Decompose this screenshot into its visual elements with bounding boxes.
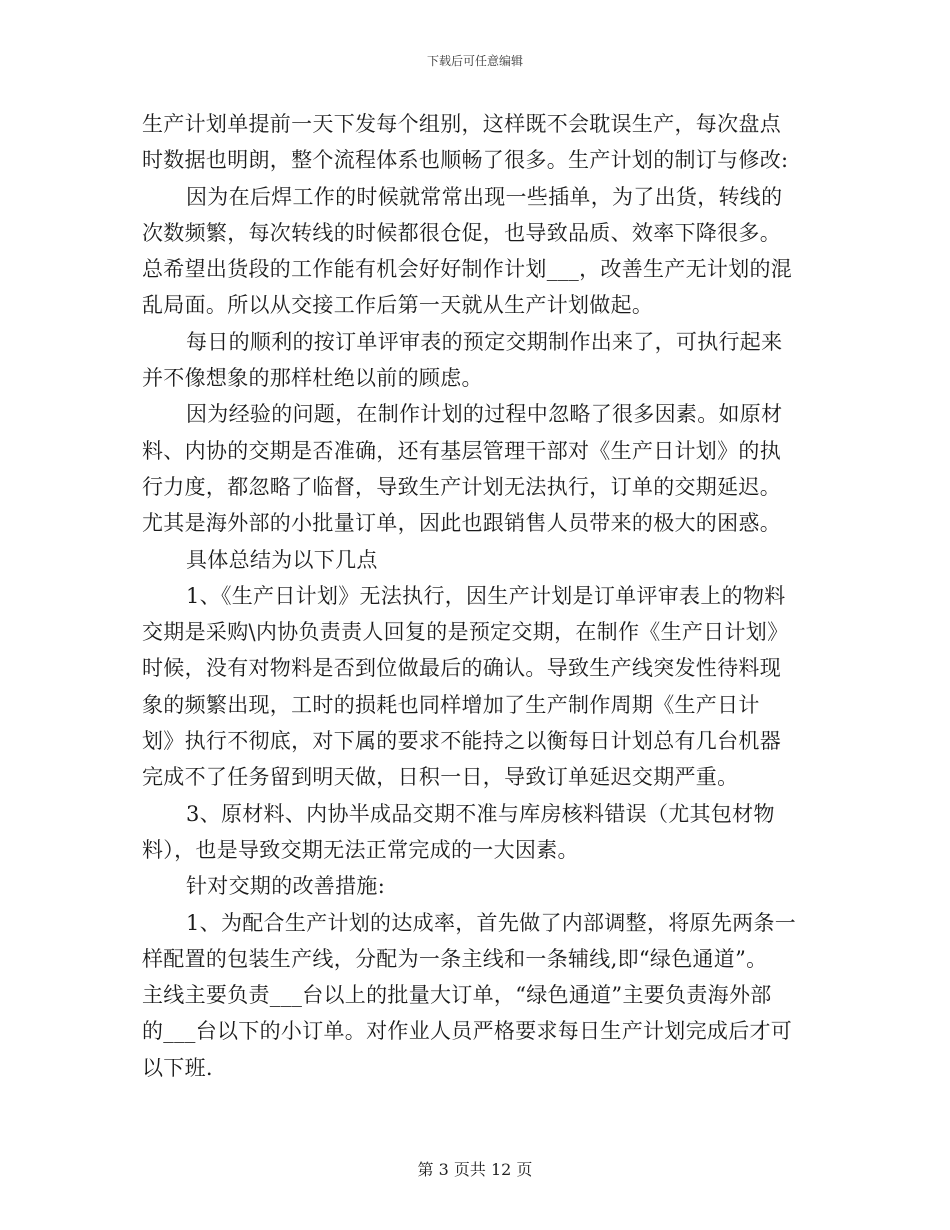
- text-line: 1、《生产日计划》无法执行，因生产计划是订单评审表上的物料: [186, 583, 786, 608]
- text-line: 主线主要负责___台以上的批量大订单，“绿色通道”主要负责海外部: [142, 983, 772, 1008]
- text-line: 样配置的包装生产线，分配为一条主线和一条辅线,即“绿色通道”。: [142, 946, 768, 971]
- text-line: 因为经验的问题，在制作计划的过程中忽略了很多因素。如原材: [186, 402, 783, 427]
- text-line: 总希望出货段的工作能有机会好好制作计划___，改善生产无计划的混: [142, 257, 793, 282]
- text-line: 次数频繁，每次转线的时候都很仓促，也导致品质、效率下降很多。: [142, 220, 781, 245]
- text-line: 交期是采购\内协负责责人回复的是预定交期，在制作《生产日计划》: [142, 620, 789, 645]
- text-line: 料、内协的交期是否准确，还有基层管理干部对《生产日计划》的执: [142, 438, 781, 463]
- page-header: 下载后可任意编辑: [426, 54, 523, 68]
- text-line: 象的频繁出现，工时的损耗也同样增加了生产制作周期《生产日计: [142, 692, 760, 717]
- text-line: 3、原材料、内协半成品交期不准与库房核料错误（尤其包材物: [186, 801, 775, 826]
- text-line: 划》执行不彻底，对下属的要求不能持之以衡每日计划总有几台机器: [142, 729, 781, 754]
- text-line: 的___台以下的小订单。对作业人员严格要求每日生产计划完成后才可: [142, 1019, 793, 1044]
- text-line: 行力度，都忽略了临督，导致生产计划无法执行，订单的交期延迟。: [142, 474, 781, 499]
- text-line: 乱局面。所以从交接工作后第一天就从生产计划做起。: [142, 293, 654, 318]
- text-line: 时候，没有对物料是否到位做最后的确认。导致生产线突发性待料现: [142, 656, 781, 681]
- text-line: 因为在后焊工作的时候就常常出现一些插单，为了出货，转线的: [186, 184, 783, 209]
- text-line: 料），也是导致交期无法正常完成的一大因素。: [142, 837, 579, 862]
- text-line: 完成不了任务留到明天做，日积一日，导致订单延迟交期严重。: [142, 765, 739, 790]
- text-line: 以下班.: [142, 1055, 213, 1080]
- text-line: 针对交期的改善措施:: [186, 874, 386, 899]
- document-body: [142, 106, 808, 1086]
- text-line: 并不像想象的那样杜绝以前的顾虑。: [142, 366, 483, 391]
- text-line: 1、为配合生产计划的达成率，首先做了内部调整，将原先两条一: [186, 910, 797, 935]
- text-line: 每日的顺利的按订单评审表的预定交期制作出来了，可执行起来: [186, 329, 783, 354]
- text-line: 具体总结为以下几点: [186, 547, 378, 572]
- text-line: 生产计划单提前一天下发每个组别，这样既不会耽误生产，每次盘点: [142, 112, 781, 136]
- page-footer: 第 3 页共 12 页: [417, 1160, 533, 1179]
- text-line: 时数据也明朗，整个流程体系也顺畅了很多。生产计划的制订与修改:: [142, 148, 789, 173]
- text-line: 尤其是海外部的小批量订单，因此也跟销售人员带来的极大的困惑。: [142, 511, 781, 536]
